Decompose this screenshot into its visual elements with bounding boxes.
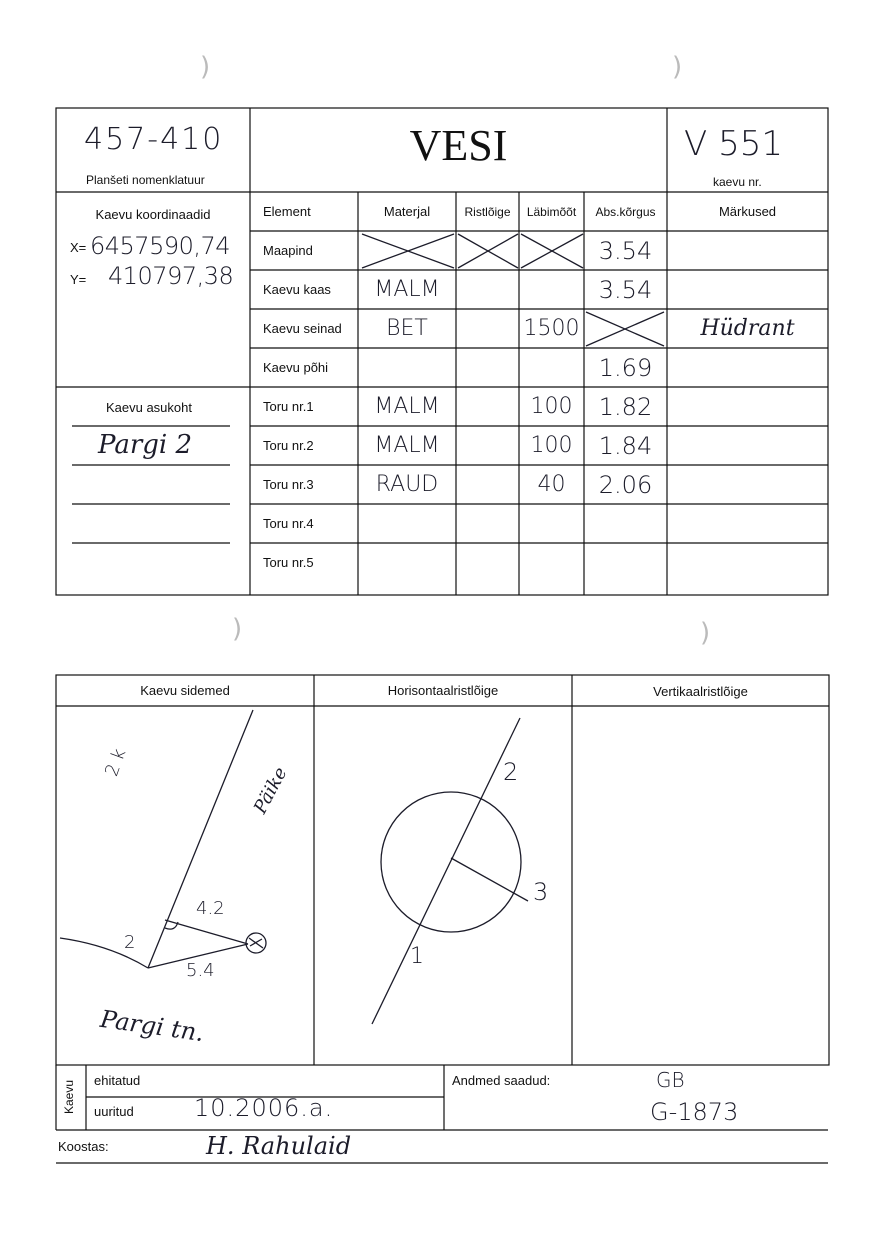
row-element-label: Toru nr.2: [263, 438, 314, 453]
row-abs-height-value: 3.54: [598, 236, 653, 265]
well-vertical-label: Kaevu: [62, 1079, 76, 1115]
punch-mark: ): [232, 614, 243, 644]
row-cross-section-value: [456, 504, 519, 543]
coordinates-label: Kaevu koordinaadid: [95, 207, 211, 222]
row-material-value: [358, 231, 456, 270]
row-notes-value: [667, 426, 828, 465]
surveyed-value: 10.2006.a.: [194, 1094, 334, 1122]
data-received-value-2: G-1873: [650, 1098, 739, 1126]
sketch-corner: 2: [124, 932, 136, 953]
row-abs-height-value: [584, 309, 667, 348]
row-abs-height-value: 1.69: [598, 353, 653, 382]
plansheet-label: Planšeti nomenklatuur: [86, 173, 205, 187]
sketch-street-top: 2 k: [101, 745, 131, 780]
row-cross-section-value: [456, 543, 519, 582]
column-header-material: Materjal: [383, 204, 431, 219]
row-notes-value: [667, 504, 828, 543]
row-diameter-value: 1500: [523, 316, 580, 341]
row-material-value: [358, 348, 456, 387]
row-diameter-value: [519, 348, 584, 387]
row-cross-section-value: [456, 426, 519, 465]
punch-mark: ): [200, 52, 211, 82]
row-notes-value: [667, 387, 828, 426]
row-abs-height-value: [584, 543, 667, 582]
row-notes-value: [667, 543, 828, 582]
sketch-street-side: Päike: [249, 763, 292, 818]
row-notes-value: [667, 270, 828, 309]
punch-mark: ): [672, 52, 683, 82]
row-diameter-value: [519, 231, 584, 270]
column-header-notes: Märkused: [718, 204, 777, 219]
row-abs-height-value: 1.84: [598, 431, 653, 460]
row-diameter-value: [519, 543, 584, 582]
pipe-2-label: 2: [503, 758, 519, 786]
punch-mark: ): [700, 618, 711, 648]
x-coordinate: 6457590,74: [90, 232, 231, 260]
compiled-label: Koostas:: [58, 1139, 109, 1154]
row-cross-section-value: [456, 309, 519, 348]
row-element-label: Kaevu põhi: [263, 360, 329, 375]
row-diameter-value: [519, 270, 584, 309]
plansheet-number: 457-410: [84, 122, 224, 157]
row-element-label: Kaevu seinad: [263, 321, 342, 336]
row-abs-height-value: 2.06: [598, 470, 653, 499]
location-value: Pargi 2: [98, 430, 193, 460]
row-notes-value: [667, 348, 828, 387]
row-notes-value: [667, 231, 828, 270]
row-abs-height-value: 1.82: [598, 392, 653, 421]
well-number: V 551: [684, 124, 783, 164]
sketch-distance-b: 5.4: [186, 960, 215, 981]
row-cross-section-value: [456, 270, 519, 309]
row-material-value: MALM: [374, 433, 440, 458]
row-element-label: Toru nr.5: [263, 555, 314, 570]
page-title: VESI: [409, 121, 508, 170]
row-element-label: Toru nr.4: [263, 516, 314, 531]
row-diameter-value: 40: [537, 472, 566, 497]
built-label: ehitatud: [94, 1073, 141, 1088]
location-sketch: [60, 710, 266, 968]
row-diameter-value: [519, 504, 584, 543]
row-cross-section-value: [456, 387, 519, 426]
row-element-label: Toru nr.3: [263, 477, 314, 492]
row-cross-section-value: [456, 465, 519, 504]
row-diameter-value: 100: [530, 394, 573, 419]
section-header-horizontal: Horisontaalristlõige: [387, 683, 499, 698]
column-header-cross-section: Ristlõige: [464, 204, 511, 219]
y-coordinate: 410797,38: [108, 262, 234, 290]
data-received-label: Andmed saadud:: [452, 1073, 551, 1088]
row-material-value: RAUD: [375, 472, 439, 497]
section-header-connections: Kaevu sidemed: [140, 683, 230, 698]
well-number-label: kaevu nr.: [713, 175, 762, 189]
y-prefix: Y=: [70, 272, 87, 287]
pipe-1-label: 1: [410, 944, 424, 969]
row-element-label: Kaevu kaas: [263, 282, 331, 297]
data-received-value-1: GB: [656, 1068, 685, 1092]
row-material-value: BET: [386, 316, 428, 341]
section-header-vertical: Vertikaalristlõige: [653, 684, 748, 699]
column-header-abs-height: Abs.kõrgus: [595, 204, 656, 219]
row-diameter-value: 100: [530, 433, 573, 458]
surveyed-label: uuritud: [94, 1104, 134, 1119]
row-element-label: Maapind: [263, 243, 313, 258]
row-material-value: MALM: [374, 394, 440, 419]
row-cross-section-value: [456, 348, 519, 387]
row-abs-height-value: 3.54: [598, 275, 653, 304]
location-label: Kaevu asukoht: [105, 400, 192, 415]
pipe-3-label: 3: [533, 878, 549, 906]
column-header-element: Element: [263, 204, 311, 219]
row-notes-value: Hüdrant: [700, 316, 795, 341]
sketch-distance-a: 4.2: [196, 898, 225, 919]
row-cross-section-value: [456, 231, 519, 270]
row-notes-value: [667, 465, 828, 504]
row-element-label: Toru nr.1: [263, 399, 314, 414]
row-abs-height-value: [584, 504, 667, 543]
column-header-diameter: Läbimõõt: [526, 204, 577, 219]
row-material-value: MALM: [374, 277, 440, 302]
compiled-value: H. Rahulaid: [206, 1132, 352, 1160]
row-material-value: [358, 504, 456, 543]
row-material-value: [358, 543, 456, 582]
sketch-street-bottom: Pargi tn.: [98, 1004, 206, 1048]
x-prefix: X=: [70, 240, 87, 255]
